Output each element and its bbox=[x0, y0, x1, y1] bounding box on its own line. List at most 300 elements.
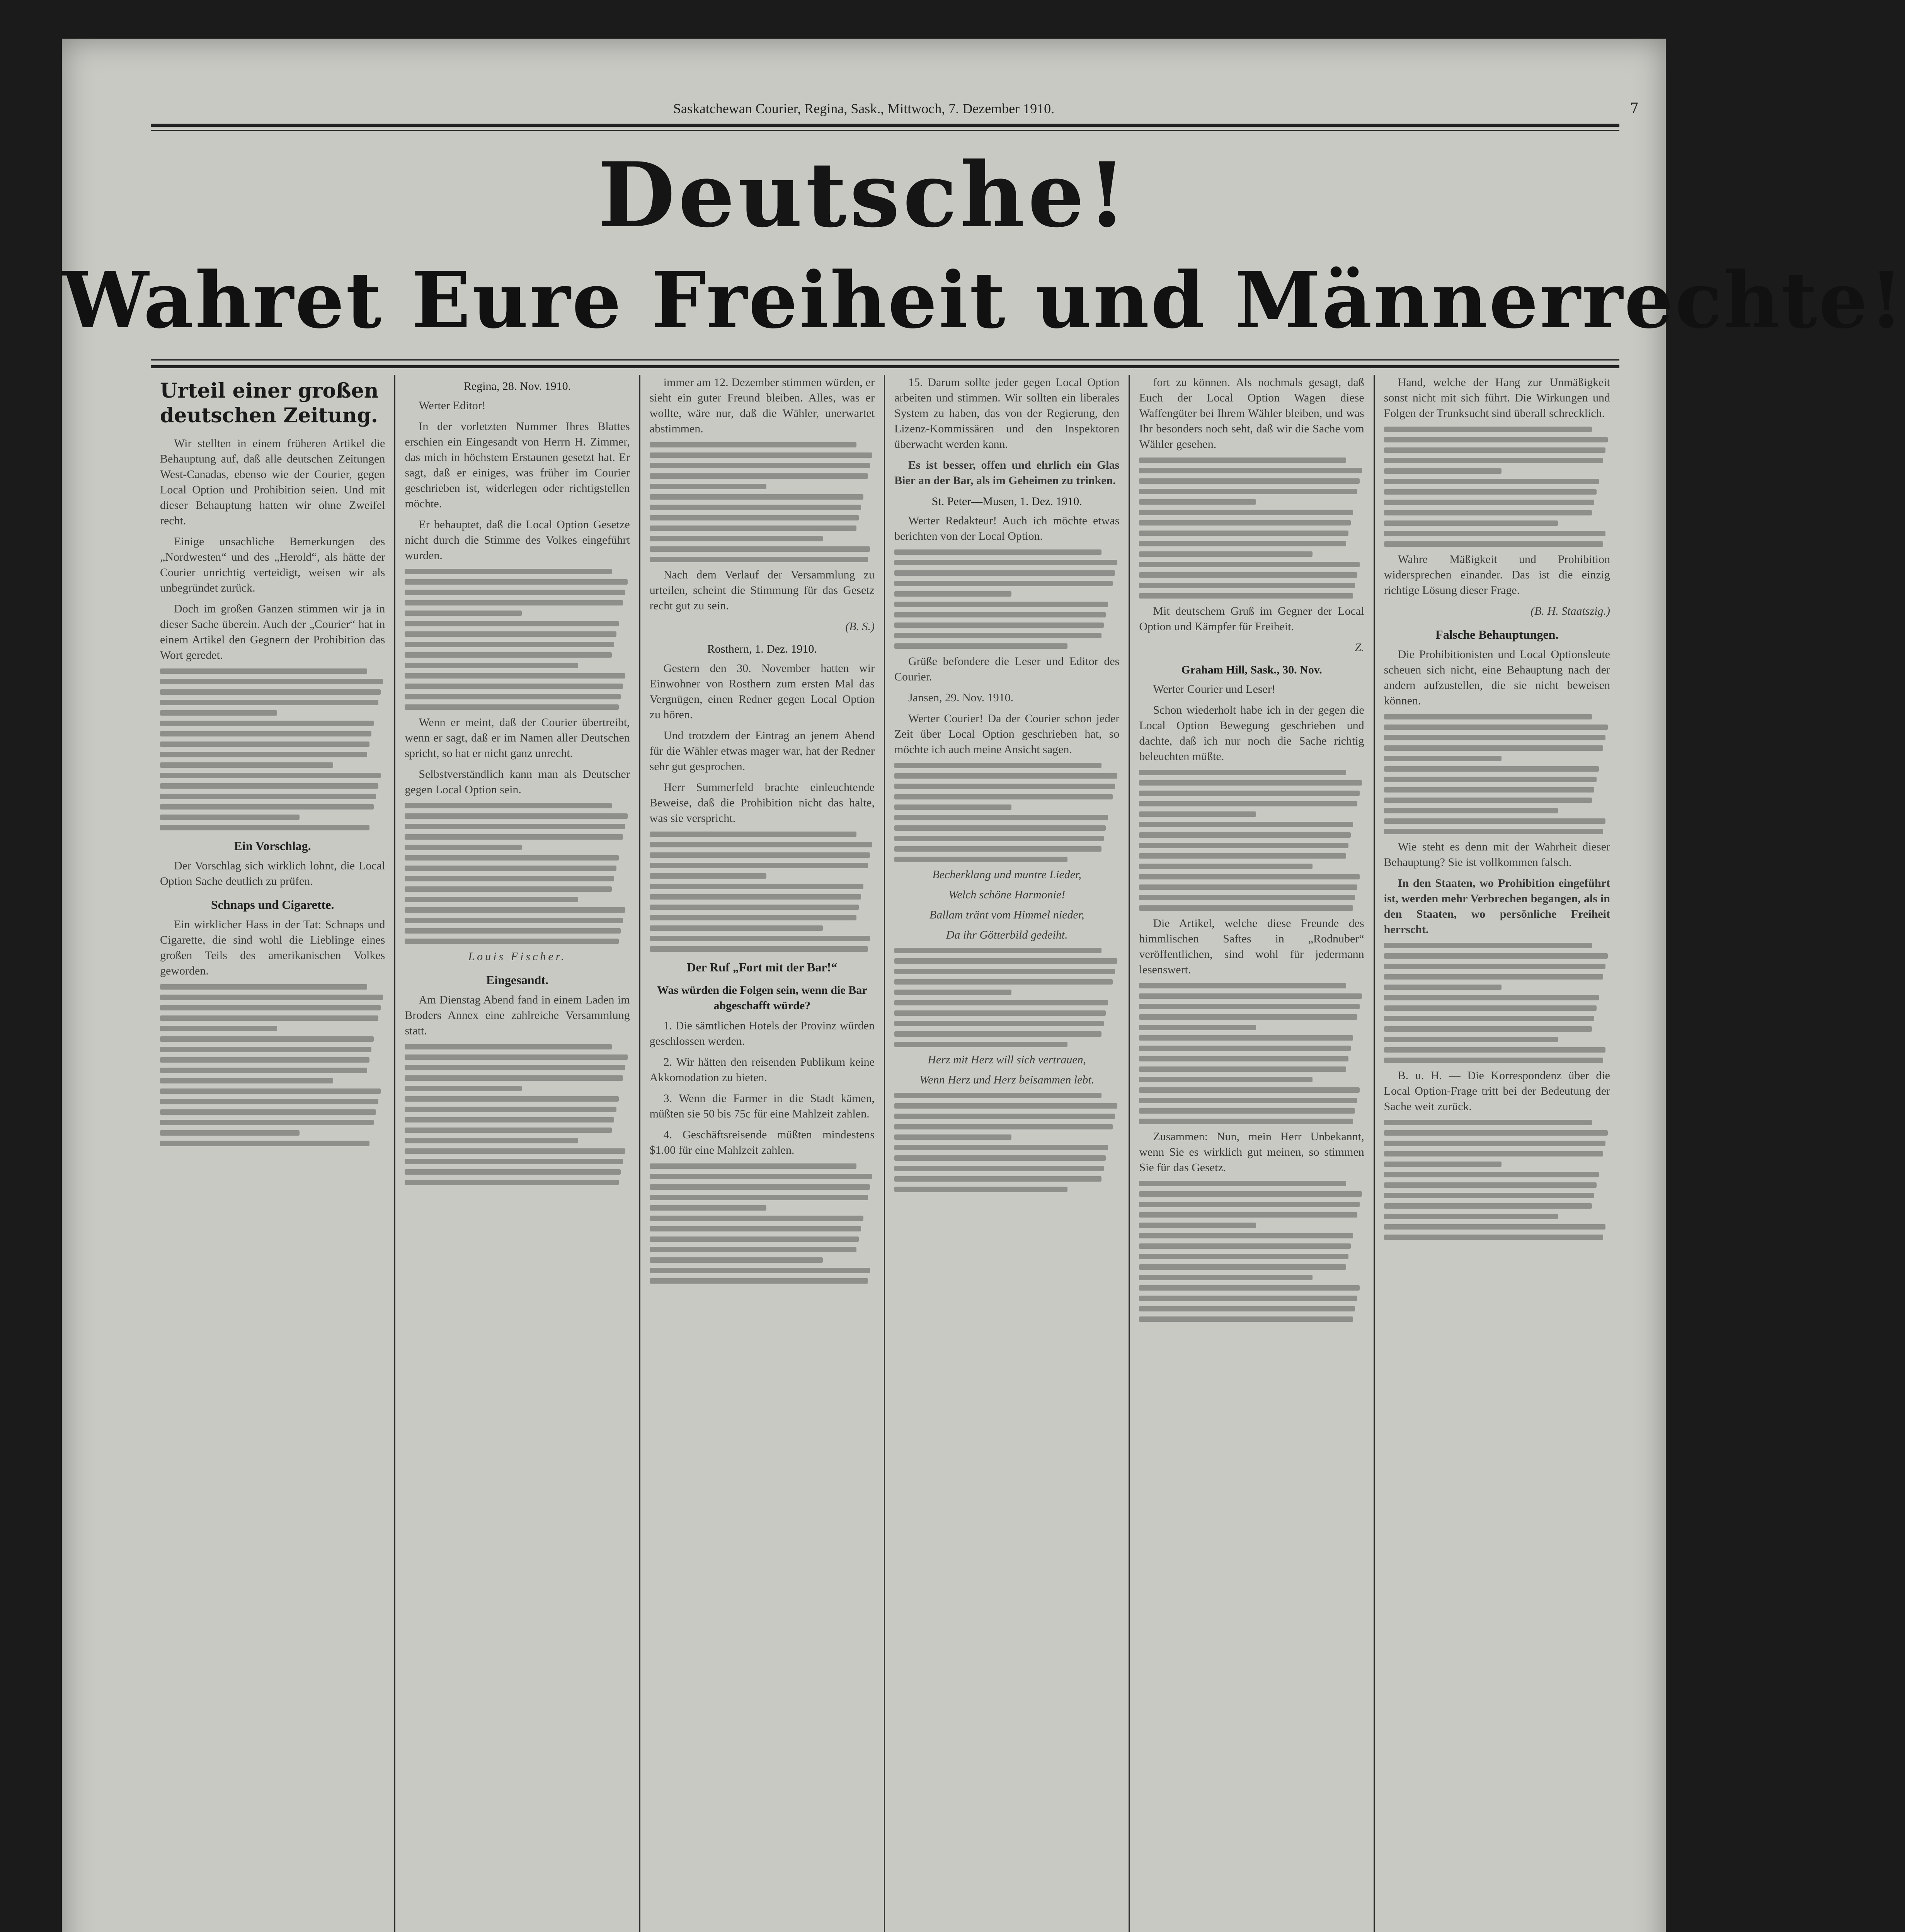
paragraph: Hand, welche der Hang zur Unmäßigkeit sonst nicht mit sich führt. Die Wirkungen und Folgen der Trunksucht sind überall schrecklich. bbox=[1384, 376, 1610, 420]
illegible-line bbox=[160, 752, 367, 757]
paragraph: Nach dem Verlauf der Versammlung zu urteilen, scheint die Stimmung für das Gesetz recht gut zu sein. bbox=[649, 568, 875, 612]
illegible-line bbox=[160, 1047, 371, 1052]
headline-rule bbox=[151, 359, 1619, 361]
illegible-line bbox=[1139, 993, 1362, 999]
illegible-line bbox=[405, 590, 625, 595]
illegible-line bbox=[1139, 1202, 1360, 1207]
illegible-line bbox=[894, 1145, 1108, 1150]
paragraph: Werter Courier! Da der Courier schon jeder Zeit über Local Option geschrieben hat, so möchte ich auch meine Ansicht sagen. bbox=[894, 712, 1120, 756]
illegible-line bbox=[894, 804, 1011, 810]
illegible-line bbox=[1139, 457, 1346, 463]
illegible-line bbox=[650, 936, 870, 941]
illegible-line bbox=[160, 1026, 277, 1031]
illegible-line bbox=[1139, 1077, 1312, 1082]
illegible-line bbox=[650, 1236, 859, 1242]
illegible-line bbox=[1139, 791, 1360, 796]
illegible-line bbox=[1384, 489, 1597, 495]
illegible-line bbox=[1139, 541, 1346, 546]
paragraph: Es ist besser, offen und ehrlich ein Glas Bier an der Bar, als im Geheimen zu trinken. bbox=[894, 459, 1120, 487]
illegible-line bbox=[894, 1021, 1104, 1026]
illegible-line bbox=[1139, 562, 1360, 567]
illegible-line bbox=[1139, 583, 1355, 588]
illegible-line bbox=[405, 579, 628, 585]
illegible-line bbox=[1139, 884, 1357, 890]
illegible-line bbox=[160, 773, 381, 778]
illegible-line bbox=[405, 704, 618, 710]
illegible-line bbox=[405, 1096, 618, 1102]
illegible-line bbox=[894, 948, 1101, 953]
illegible-line bbox=[405, 694, 621, 699]
illegible-line bbox=[1139, 478, 1360, 484]
illegible-line bbox=[894, 1093, 1101, 1098]
illegible-line bbox=[650, 852, 870, 858]
illegible-line bbox=[1384, 1120, 1592, 1125]
illegible-line bbox=[1384, 479, 1599, 484]
illegible-line bbox=[650, 1247, 857, 1252]
illegible-line bbox=[1384, 1026, 1592, 1032]
illegible-line bbox=[894, 784, 1115, 789]
illegible-line bbox=[405, 621, 618, 626]
illegible-line bbox=[650, 452, 873, 458]
illegible-line bbox=[405, 897, 578, 902]
illegible-line bbox=[650, 515, 859, 520]
illegible-line bbox=[894, 1124, 1113, 1129]
signature: Louis Fischer. bbox=[468, 950, 567, 963]
illegible-line bbox=[160, 984, 367, 990]
illegible-text-block bbox=[1139, 770, 1364, 911]
paragraph: In den Staaten, wo Prohibition eingeführt ist, werden mehr Verbrechen begangen, als in den Staaten, wo persönliche Freiheit herrscht. bbox=[1384, 877, 1610, 936]
dateline: Graham Hill, Sask., 30. Nov. bbox=[1181, 663, 1322, 676]
paragraph: Werter Courier und Leser! bbox=[1153, 683, 1275, 696]
verse-line: Da ihr Götterbild gedeiht. bbox=[946, 929, 1068, 941]
illegible-line bbox=[1139, 1264, 1346, 1270]
illegible-line bbox=[1384, 756, 1502, 761]
column-grid bbox=[151, 375, 1619, 1932]
illegible-line bbox=[405, 600, 623, 605]
illegible-line bbox=[405, 845, 522, 850]
illegible-line bbox=[894, 1176, 1101, 1182]
illegible-line bbox=[160, 668, 367, 674]
paragraph: Mit deutschem Gruß im Gegner der Local Option und Kämpfer für Freiheit. bbox=[1139, 605, 1364, 633]
illegible-line bbox=[1384, 714, 1592, 719]
illegible-line bbox=[405, 834, 623, 840]
illegible-line bbox=[1384, 1182, 1597, 1188]
verse-line: Becherklang und muntre Lieder, bbox=[932, 868, 1081, 881]
illegible-line bbox=[1384, 964, 1606, 969]
illegible-line bbox=[1139, 780, 1362, 786]
illegible-line bbox=[894, 1042, 1067, 1047]
illegible-line bbox=[160, 742, 369, 747]
illegible-line bbox=[1384, 995, 1599, 1000]
illegible-line bbox=[160, 700, 378, 705]
illegible-line bbox=[1139, 1066, 1346, 1072]
illegible-line bbox=[1384, 541, 1604, 547]
paragraph: Werter Redakteur! Auch ich möchte etwas berichten von der Local Option. bbox=[894, 514, 1120, 543]
illegible-line bbox=[650, 484, 767, 489]
illegible-line bbox=[1384, 500, 1594, 505]
illegible-line bbox=[894, 643, 1067, 649]
illegible-line bbox=[1384, 437, 1608, 442]
illegible-line bbox=[160, 689, 381, 695]
paragraph: Am Dienstag Abend fand in einem Laden im Broders Annex eine zahlreiche Versammlung statt. bbox=[405, 993, 630, 1037]
illegible-line bbox=[405, 1128, 612, 1133]
illegible-text-block bbox=[405, 1044, 630, 1185]
illegible-line bbox=[160, 721, 374, 726]
list-item: 4. Geschäftsreisende müßten mindestens $1.00 für eine Mahlzeit zahlen. bbox=[649, 1128, 875, 1156]
illegible-line bbox=[1139, 811, 1256, 817]
illegible-line bbox=[160, 804, 374, 810]
illegible-line bbox=[1384, 1235, 1604, 1240]
column-heading: Urteil einer großen deutschen Zeitung. bbox=[160, 379, 379, 427]
illegible-line bbox=[894, 857, 1067, 862]
illegible-line bbox=[160, 815, 300, 820]
illegible-line bbox=[160, 1120, 374, 1125]
paragraph: Schon wiederholt habe ich in der gegen die Local Option Bewegung geschrieben und dachte, daß ich nur noch die Sache richtig beleuchten müßte. bbox=[1139, 704, 1364, 763]
illegible-line bbox=[894, 602, 1108, 607]
illegible-line bbox=[1139, 1181, 1346, 1186]
subhead: Falsche Behauptungen. bbox=[1435, 628, 1559, 641]
illegible-line bbox=[1384, 829, 1604, 834]
subhead: Schnaps und Cigarette. bbox=[211, 898, 334, 912]
paragraph: Wie steht es denn mit der Wahrheit dieser Behauptung? Sie ist vollkommen falsch. bbox=[1384, 840, 1610, 869]
illegible-line bbox=[405, 1065, 625, 1070]
illegible-line bbox=[1384, 818, 1606, 824]
illegible-line bbox=[160, 1109, 376, 1115]
illegible-line bbox=[405, 673, 625, 679]
illegible-line bbox=[894, 969, 1115, 974]
illegible-line bbox=[405, 1107, 616, 1112]
illegible-line bbox=[160, 1057, 369, 1063]
main-headline: Wahret Eure Freiheit und Männerrechte! bbox=[62, 255, 1905, 346]
illegible-line bbox=[1384, 745, 1604, 751]
verse-line: Herz mit Herz will sich vertrauen, bbox=[928, 1053, 1086, 1066]
subhead: Eingesandt. bbox=[486, 973, 548, 987]
illegible-line bbox=[894, 1134, 1011, 1140]
illegible-line bbox=[405, 1159, 623, 1164]
subhead: Der Ruf „Fort mit der Bar!“ bbox=[687, 960, 838, 974]
illegible-line bbox=[650, 526, 857, 531]
illegible-text-block bbox=[1384, 427, 1610, 547]
verse-line: Ballam tränt vom Himmel nieder, bbox=[929, 908, 1084, 921]
illegible-text-block bbox=[405, 569, 630, 710]
illegible-line bbox=[894, 612, 1106, 617]
illegible-line bbox=[405, 1117, 614, 1122]
illegible-line bbox=[405, 631, 616, 637]
illegible-line bbox=[894, 836, 1104, 841]
illegible-text-block bbox=[1384, 943, 1610, 1063]
paragraph: Der Vorschlag sich wirklich lohnt, die Local Option Sache deutlich zu prüfen. bbox=[160, 859, 385, 888]
paragraph: Einige unsachliche Bemerkungen des „Nordwesten“ und des „Herold“, als hätte der Courier unrichtig verteidigt, weisen wir als unbegründet zurück. bbox=[160, 535, 385, 594]
illegible-line bbox=[1139, 520, 1350, 526]
illegible-line bbox=[1139, 499, 1256, 505]
illegible-line bbox=[405, 652, 612, 658]
illegible-line bbox=[1139, 770, 1346, 775]
illegible-line bbox=[1139, 489, 1357, 494]
illegible-text-block bbox=[650, 442, 875, 562]
illegible-line bbox=[1139, 1306, 1355, 1311]
illegible-line bbox=[1384, 1151, 1604, 1156]
illegible-line bbox=[650, 536, 823, 541]
illegible-line bbox=[894, 1187, 1067, 1192]
illegible-line bbox=[1139, 1098, 1357, 1103]
illegible-line bbox=[1384, 427, 1592, 432]
illegible-line bbox=[650, 1163, 857, 1169]
verse-line: Welch schöne Harmonie! bbox=[948, 888, 1066, 901]
illegible-line bbox=[160, 1130, 300, 1136]
illegible-line bbox=[1384, 798, 1592, 803]
illegible-text-block bbox=[894, 948, 1119, 1047]
headline-rule-thick bbox=[151, 365, 1619, 368]
illegible-line bbox=[650, 873, 767, 879]
illegible-line bbox=[894, 1010, 1106, 1016]
list-item: 1. Die sämtlichen Hotels der Provinz würden geschlossen werden. bbox=[649, 1019, 875, 1048]
illegible-line bbox=[405, 886, 612, 892]
illegible-line bbox=[405, 876, 614, 881]
illegible-text-block bbox=[160, 984, 385, 1146]
illegible-line bbox=[405, 907, 625, 913]
illegible-line bbox=[650, 463, 870, 468]
illegible-line bbox=[894, 591, 1011, 597]
illegible-text-block bbox=[1384, 1120, 1610, 1240]
top-rule bbox=[151, 124, 1619, 127]
illegible-line bbox=[1139, 1014, 1357, 1020]
paragraph: Zusammen: Nun, mein Herr Unbekannt, wenn Sie es wirklich gut meinen, so stimmen Sie für das Gesetz. bbox=[1139, 1130, 1364, 1174]
illegible-line bbox=[405, 611, 522, 616]
paragraph: Und trotzdem der Eintrag an jenem Abend für die Wähler etwas mager war, hat der Redner sehr gut gesprochen. bbox=[649, 729, 875, 773]
illegible-line bbox=[650, 832, 857, 837]
illegible-line bbox=[650, 1184, 870, 1190]
illegible-text-block bbox=[894, 763, 1119, 862]
running-head: Saskatchewan Courier, Regina, Sask., Mittwoch, 7. Dezember 1910. bbox=[673, 101, 1055, 116]
illegible-line bbox=[405, 824, 625, 829]
illegible-line bbox=[1139, 983, 1346, 988]
illegible-line bbox=[650, 905, 859, 910]
newspaper-page bbox=[62, 39, 1905, 1932]
illegible-line bbox=[1139, 1285, 1360, 1291]
paragraph: Jansen, 29. Nov. 1910. bbox=[908, 691, 1014, 704]
paragraph: immer am 12. Dezember stimmen würden, er sieht ein guter Freund bleiben. Alles, was er wollte, wäre nur, daß die Wähler, unerwartet abstimmen. bbox=[649, 376, 875, 435]
illegible-line bbox=[1139, 1316, 1353, 1322]
illegible-line bbox=[1139, 853, 1346, 859]
column-4 bbox=[885, 375, 1130, 1932]
signature: (B. S.) bbox=[845, 620, 875, 633]
illegible-line bbox=[405, 642, 614, 647]
illegible-line bbox=[405, 1138, 578, 1143]
illegible-line bbox=[160, 731, 371, 736]
paragraph: Selbstverständlich kann man als Deutscher gegen Local Option sein. bbox=[405, 768, 630, 796]
illegible-line bbox=[894, 1103, 1117, 1109]
illegible-line bbox=[650, 546, 870, 552]
illegible-line bbox=[894, 1155, 1106, 1161]
illegible-line bbox=[1139, 468, 1362, 473]
illegible-line bbox=[160, 825, 369, 830]
illegible-line bbox=[1139, 1035, 1353, 1041]
illegible-line bbox=[894, 560, 1117, 565]
illegible-line bbox=[1384, 447, 1606, 453]
illegible-line bbox=[894, 622, 1104, 628]
illegible-line bbox=[405, 663, 578, 668]
illegible-line bbox=[894, 958, 1117, 964]
illegible-line bbox=[894, 581, 1113, 586]
paragraph: Gestern den 30. November hatten wir Einwohner von Rosthern zum ersten Mal das Vergnügen, einen Redner gegen Local Option zu hören. bbox=[649, 662, 875, 721]
illegible-line bbox=[650, 494, 863, 500]
paragraph: 15. Darum sollte jeder gegen Local Option arbeiten und stimmen. Wir sollten ein liberales System zu haben, das von der Regierung, den Lizenz-Kommissären und den Inspektoren überwacht werden kann. bbox=[894, 376, 1120, 451]
illegible-line bbox=[1384, 985, 1502, 990]
paragraph: Wahre Mäßigkeit und Prohibition widersprechen einander. Das ist die einzig richtige Lösung dieser Frage. bbox=[1384, 553, 1610, 597]
illegible-line bbox=[1384, 1214, 1558, 1219]
illegible-line bbox=[1384, 777, 1597, 782]
paragraph: Wenn er meint, daß der Courier übertreibt, wenn er sagt, daß er im Namen aller Deutschen spricht, so hat er nicht ganz unrecht. bbox=[405, 716, 630, 760]
illegible-line bbox=[650, 915, 857, 920]
illegible-line bbox=[405, 569, 612, 574]
illegible-line bbox=[160, 1141, 369, 1146]
illegible-line bbox=[1384, 458, 1604, 463]
illegible-text-block bbox=[650, 832, 875, 952]
illegible-line bbox=[894, 1031, 1101, 1037]
illegible-line bbox=[1384, 1047, 1606, 1053]
paragraph: Werter Editor! bbox=[419, 399, 486, 412]
column-6 bbox=[1375, 375, 1619, 1932]
illegible-line bbox=[1139, 864, 1312, 869]
illegible-line bbox=[650, 1174, 873, 1179]
illegible-line bbox=[894, 1000, 1108, 1005]
paragraph: Die Artikel, welche diese Freunde des himmlischen Saftes in „Rodnuber“ veröffentlichen, sind wohl für jedermann lesenswert. bbox=[1139, 917, 1364, 976]
subhead: Ein Vorschlag. bbox=[234, 839, 311, 853]
illegible-line bbox=[1139, 1119, 1353, 1124]
illegible-line bbox=[405, 813, 628, 819]
illegible-line bbox=[1384, 1016, 1594, 1021]
illegible-line bbox=[650, 1226, 861, 1231]
illegible-text-block bbox=[894, 1093, 1119, 1192]
kicker-title: Deutsche! bbox=[598, 143, 1130, 247]
illegible-line bbox=[405, 1075, 623, 1081]
illegible-line bbox=[650, 1268, 870, 1273]
illegible-line bbox=[405, 803, 612, 808]
illegible-line bbox=[1139, 822, 1353, 827]
paragraph: Grüße befondere die Leser und Editor des Courier. bbox=[894, 655, 1120, 683]
illegible-line bbox=[160, 710, 277, 716]
paragraph: Herr Summerfeld brachte einleuchtende Beweise, daß die Prohibition nicht das halte, was sie verspricht. bbox=[649, 781, 875, 825]
illegible-line bbox=[1384, 468, 1502, 474]
paragraph: Ein wirklicher Hass in der Tat: Schnaps und Cigarette, die sind wohl die Lieblinge eines großen Teils des amerikanischen Volkes geworden. bbox=[160, 918, 385, 977]
illegible-line bbox=[1139, 895, 1355, 900]
dateline: St. Peter—Musen, 1. Dez. 1910. bbox=[931, 495, 1082, 508]
illegible-line bbox=[650, 1216, 863, 1221]
illegible-line bbox=[894, 846, 1101, 852]
paragraph: Doch im großen Ganzen stimmen wir ja in dieser Sache überein. Auch der „Courier“ hat in einem Artikel den Gegnern der Prohibition das Wort geredet. bbox=[160, 602, 385, 662]
signature: Z. bbox=[1355, 641, 1364, 654]
illegible-text-block bbox=[160, 668, 385, 830]
column-2 bbox=[395, 375, 640, 1932]
verse-line: Wenn Herz und Herz beisammen lebt. bbox=[919, 1073, 1095, 1086]
illegible-line bbox=[894, 794, 1113, 799]
illegible-line bbox=[160, 1088, 381, 1094]
illegible-line bbox=[1139, 1191, 1362, 1197]
illegible-line bbox=[894, 549, 1101, 555]
illegible-line bbox=[405, 939, 618, 944]
illegible-line bbox=[650, 842, 873, 847]
illegible-line bbox=[1384, 953, 1608, 959]
illegible-line bbox=[1139, 1223, 1256, 1228]
illegible-line bbox=[1384, 974, 1604, 980]
illegible-line bbox=[894, 990, 1011, 995]
list-item: 2. Wir hätten den reisenden Publikum keine Akkomodation zu bieten. bbox=[649, 1056, 875, 1084]
illegible-line bbox=[650, 557, 868, 562]
illegible-line bbox=[160, 679, 383, 684]
illegible-line bbox=[1139, 1087, 1360, 1093]
illegible-line bbox=[650, 884, 863, 889]
illegible-line bbox=[1384, 1005, 1597, 1011]
illegible-line bbox=[650, 946, 868, 952]
signature: (B. H. Staatszig.) bbox=[1530, 605, 1610, 617]
illegible-line bbox=[160, 762, 333, 768]
illegible-text-block bbox=[1139, 1181, 1364, 1322]
illegible-line bbox=[1384, 1203, 1592, 1209]
illegible-line bbox=[405, 866, 616, 871]
illegible-line bbox=[405, 918, 623, 923]
illegible-line bbox=[1139, 1108, 1355, 1114]
illegible-line bbox=[1384, 1162, 1502, 1167]
illegible-line bbox=[1139, 1233, 1353, 1238]
illegible-line bbox=[405, 1054, 628, 1060]
illegible-text-block bbox=[1384, 714, 1610, 834]
illegible-line bbox=[160, 783, 378, 789]
illegible-line bbox=[650, 442, 857, 447]
illegible-line bbox=[1384, 735, 1606, 740]
illegible-line bbox=[650, 863, 868, 868]
illegible-line bbox=[1139, 531, 1348, 536]
illegible-line bbox=[160, 1005, 381, 1010]
paragraph: Die Prohibitionisten und Local Optionsleute scheuen sich nicht, eine Behauptung nach der andern aufzustellen, die sie nicht beweisen können. bbox=[1384, 648, 1610, 707]
illegible-line bbox=[1384, 1224, 1606, 1230]
illegible-line bbox=[1384, 787, 1594, 793]
illegible-text-block bbox=[405, 803, 630, 944]
illegible-line bbox=[1139, 510, 1353, 515]
illegible-line bbox=[894, 815, 1108, 820]
illegible-line bbox=[894, 633, 1101, 638]
list-item: 3. Wenn die Farmer in die Stadt kämen, müßten sie 50 bis 75c für eine Mahlzeit zahlen. bbox=[649, 1092, 875, 1120]
illegible-line bbox=[1384, 520, 1558, 526]
illegible-line bbox=[1384, 510, 1592, 515]
illegible-line bbox=[1384, 943, 1592, 948]
illegible-line bbox=[405, 1044, 612, 1049]
column-3 bbox=[640, 375, 885, 1932]
illegible-line bbox=[894, 979, 1113, 985]
illegible-line bbox=[1139, 551, 1312, 557]
illegible-line bbox=[1384, 1037, 1558, 1042]
illegible-line bbox=[1384, 808, 1558, 813]
illegible-line bbox=[894, 1166, 1104, 1171]
paragraph: Er behauptet, daß die Local Option Gesetze nicht durch die Stimme des Volkes eingeführt wurden. bbox=[405, 518, 630, 562]
illegible-line bbox=[160, 995, 383, 1000]
illegible-line bbox=[894, 825, 1106, 831]
illegible-line bbox=[405, 928, 621, 934]
top-rule-thin bbox=[151, 130, 1619, 131]
illegible-line bbox=[894, 570, 1115, 576]
illegible-text-block bbox=[650, 1163, 875, 1284]
illegible-line bbox=[650, 1205, 767, 1211]
illegible-line bbox=[650, 1195, 868, 1200]
illegible-line bbox=[1139, 1243, 1350, 1249]
illegible-text-block bbox=[1139, 457, 1364, 599]
illegible-line bbox=[160, 1099, 378, 1104]
illegible-line bbox=[160, 794, 376, 799]
illegible-line bbox=[405, 1180, 618, 1185]
illegible-line bbox=[894, 1114, 1115, 1119]
illegible-line bbox=[650, 894, 861, 900]
illegible-line bbox=[650, 1278, 868, 1284]
illegible-line bbox=[160, 1078, 333, 1083]
